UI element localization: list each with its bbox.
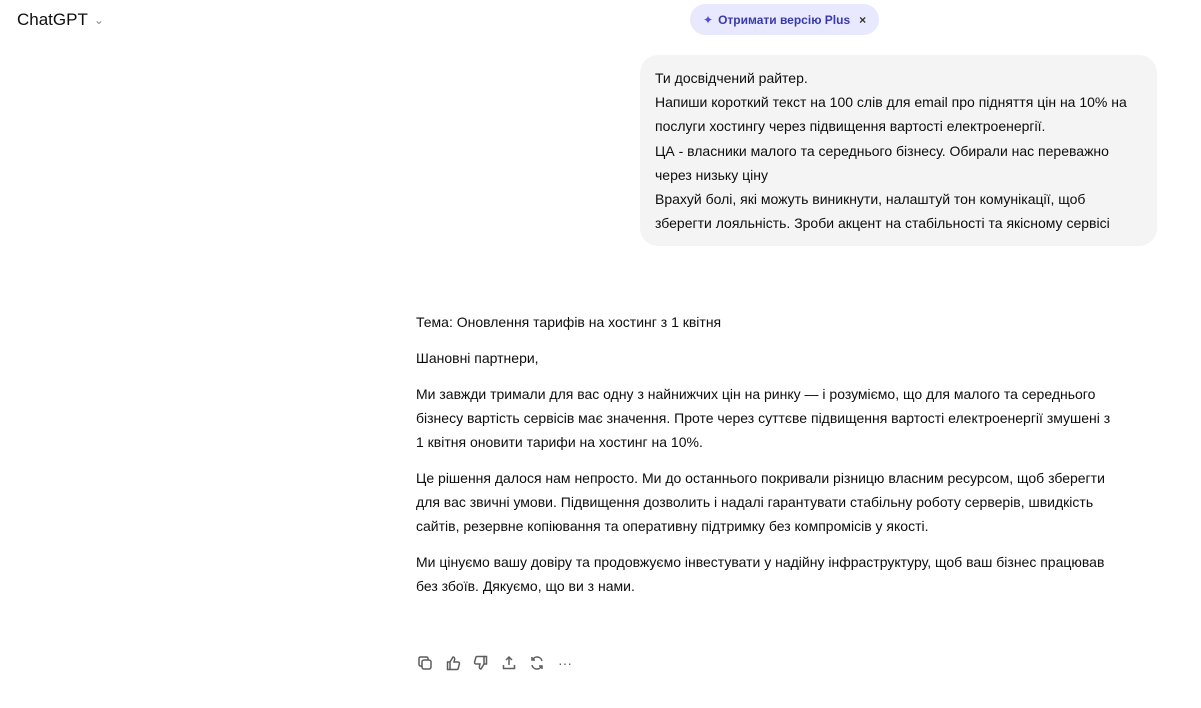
message-actions [416, 652, 574, 674]
top-bar [0, 0, 1201, 44]
user-message-line: Врахуй болі, які можуть виникнути, налаштуй тон комунікації, щоб зберегти лояльність. Зроби акцент на стабільності та якісному сервісі [655, 191, 1110, 232]
thumbs-down-icon[interactable] [472, 652, 490, 674]
upgrade-label: Отримати версію Plus [718, 12, 851, 27]
email-paragraph: Це рішення далося нам непросто. Ми до останнього покривали різницю власним ресурсом, щоб зберегти для вас звичні умови. Підвищення дозволить і надалі гарантувати стабільну роботу серверів, швидкість сайтів, резервне копіювання та оперативну підтримку без компромісів у якості. [416, 470, 1105, 534]
regenerate-icon[interactable] [528, 652, 546, 674]
email-greeting: Шановні партнери, [416, 350, 539, 366]
assistant-message [416, 310, 1116, 610]
upgrade-plus-button[interactable] [690, 4, 879, 35]
more-icon[interactable]: ··· [558, 655, 572, 671]
user-message-bubble [640, 55, 1157, 246]
email-paragraph: Ми цінуємо вашу довіру та продовжуємо інвестувати у надійну інфраструктуру, щоб ваш бізнес працював без збоїв. Дякуємо, що ви з нами. [416, 554, 1105, 594]
close-icon[interactable]: × [859, 12, 867, 27]
user-message-line: ЦА - власники малого та середнього бізнесу. Обирали нас переважно через низьку ціну [655, 142, 1109, 183]
share-icon[interactable] [500, 652, 518, 674]
user-message-line: Ти досвідчений райтер. [655, 70, 808, 86]
sparkle-icon: ✦ [703, 12, 714, 27]
model-selector[interactable] [17, 10, 104, 30]
user-message-line: Напиши короткий текст на 100 слів для email про підняття цін на 10% на послуги хостингу через підвищення вартості електроенергії. [655, 94, 1127, 135]
copy-icon[interactable] [416, 652, 434, 674]
email-paragraph: Ми завжди тримали для вас одну з найнижчих цін на ринку — і розуміємо, що для малого та середнього бізнесу вартість сервісів має значення. Проте через суттєве підвищення вартості електроенергії змушені з 1 квітня оновити тарифи на хостинг на 10%. [416, 386, 1111, 450]
email-subject: Тема: Оновлення тарифів на хостинг з 1 квітня [416, 314, 722, 330]
chevron-down-icon: ⌄ [93, 13, 104, 27]
thumbs-up-icon[interactable] [444, 652, 462, 674]
brand-label: ChatGPT [17, 10, 88, 29]
